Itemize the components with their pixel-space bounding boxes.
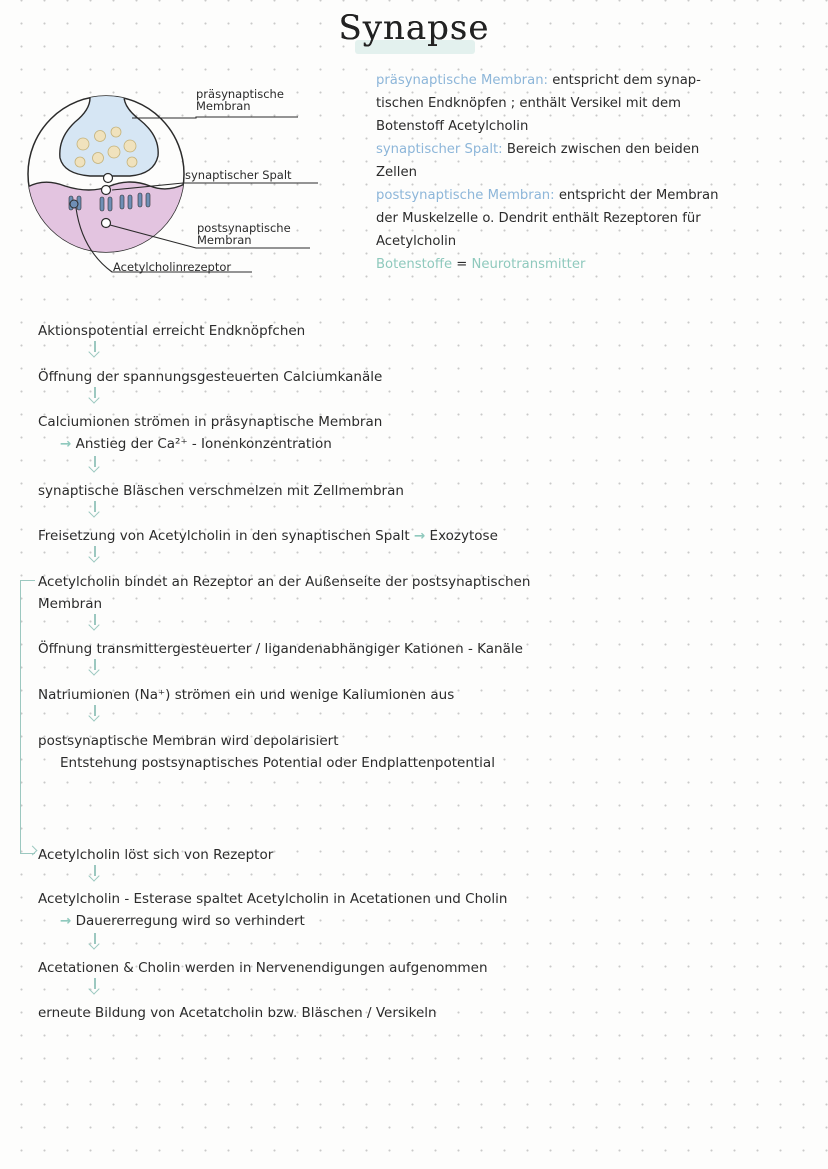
down-arrow-icon bbox=[89, 933, 101, 949]
post-circle bbox=[102, 219, 111, 228]
cycle-bracket bbox=[20, 580, 35, 854]
step-4: synaptische Bläschen verschmelzen mit Zellmembran bbox=[38, 483, 404, 499]
receptor-circle bbox=[70, 200, 78, 208]
presynaptic-bulb bbox=[60, 80, 158, 176]
down-arrow-icon bbox=[89, 978, 101, 994]
def-cleft: synaptischer Spalt: Bereich zwischen den beiden bbox=[376, 142, 700, 157]
down-arrow-icon bbox=[89, 341, 101, 357]
right-arrow-icon: → bbox=[413, 528, 426, 544]
step-11: Acetylcholin - Esterase spaltet Acetylcholin in Acetationen und Cholin → Dauererregung wird so verhindert bbox=[38, 891, 508, 929]
step-7: Öffnung transmittergesteuerter / ligandenabhängiger Kationen - Kanäle bbox=[38, 641, 523, 657]
down-arrow-icon bbox=[89, 659, 101, 675]
step-3: Calciumionen strömen in präsynaptische Membran → Anstieg der Ca²⁺ - Ionenkonzentration bbox=[38, 414, 383, 452]
step-10: Acetylcholin löst sich von Rezeptor bbox=[38, 847, 274, 863]
step-9: postsynaptische Membran wird depolarisiert Entstehung postsynaptisches Potential oder Endplattenpotential bbox=[38, 733, 495, 771]
down-arrow-icon bbox=[89, 456, 101, 472]
label-post-membrane: postsynaptische Membran bbox=[197, 221, 291, 247]
step-12: Acetationen & Cholin werden in Nervenendigungen aufgenommen bbox=[38, 960, 488, 976]
cleft-circle bbox=[102, 186, 111, 195]
down-arrow-icon bbox=[89, 501, 101, 517]
right-arrow-icon: → bbox=[60, 913, 72, 929]
label-cleft: synaptischer Spalt bbox=[185, 168, 292, 182]
down-arrow-icon bbox=[89, 546, 101, 562]
definitions-block: präsynaptische Membran: entspricht dem synap- tischen Endknöpfen ; enthält Versikel mit dem Botenstoff Acetylcholin synaptischer Spalt: Bereich zwischen den beiden Zellen postsynaptische Membran: entspricht der Membran der Muskelzelle o. Dendrit enthält Rezeptoren für Acetylcholin Botenstoffe = Neurotransmitter bbox=[376, 69, 796, 276]
step-13: erneute Bildung von Acetatcholin bzw. Bläschen / Versikeln bbox=[38, 1005, 437, 1021]
right-arrow-icon: → bbox=[60, 436, 72, 452]
def-post: postsynaptische Membran: entspricht der Membran bbox=[376, 188, 719, 203]
down-arrow-icon bbox=[89, 865, 101, 881]
step-1: Aktionspotential erreicht Endknöpfchen bbox=[38, 323, 306, 339]
down-arrow-icon bbox=[89, 387, 101, 403]
label-receptor: Acetylcholinrezeptor bbox=[113, 260, 232, 274]
down-arrow-icon bbox=[89, 705, 101, 721]
def-pre: präsynaptische Membran: entspricht dem synap- bbox=[376, 73, 701, 88]
down-arrow-icon bbox=[89, 614, 101, 630]
page-title: Synapse bbox=[338, 8, 490, 48]
transmitter-circle bbox=[104, 174, 113, 183]
step-8: Natriumionen (Na⁺) strömen ein und wenige Kaliumionen aus bbox=[38, 687, 455, 703]
step-6: Acetylcholin bindet an Rezeptor an der Außenseite der postsynaptischen Membran bbox=[38, 574, 531, 612]
step-5: Freisetzung von Acetylcholin in den synaptischen Spalt → Exozytose bbox=[38, 528, 498, 544]
label-pre-membrane: präsynaptische Membran bbox=[196, 87, 284, 113]
step-2: Öffnung der spannungsgesteuerten Calciumkanäle bbox=[38, 369, 383, 385]
def-botenstoffe: Botenstoffe = Neurotransmitter bbox=[376, 257, 586, 272]
